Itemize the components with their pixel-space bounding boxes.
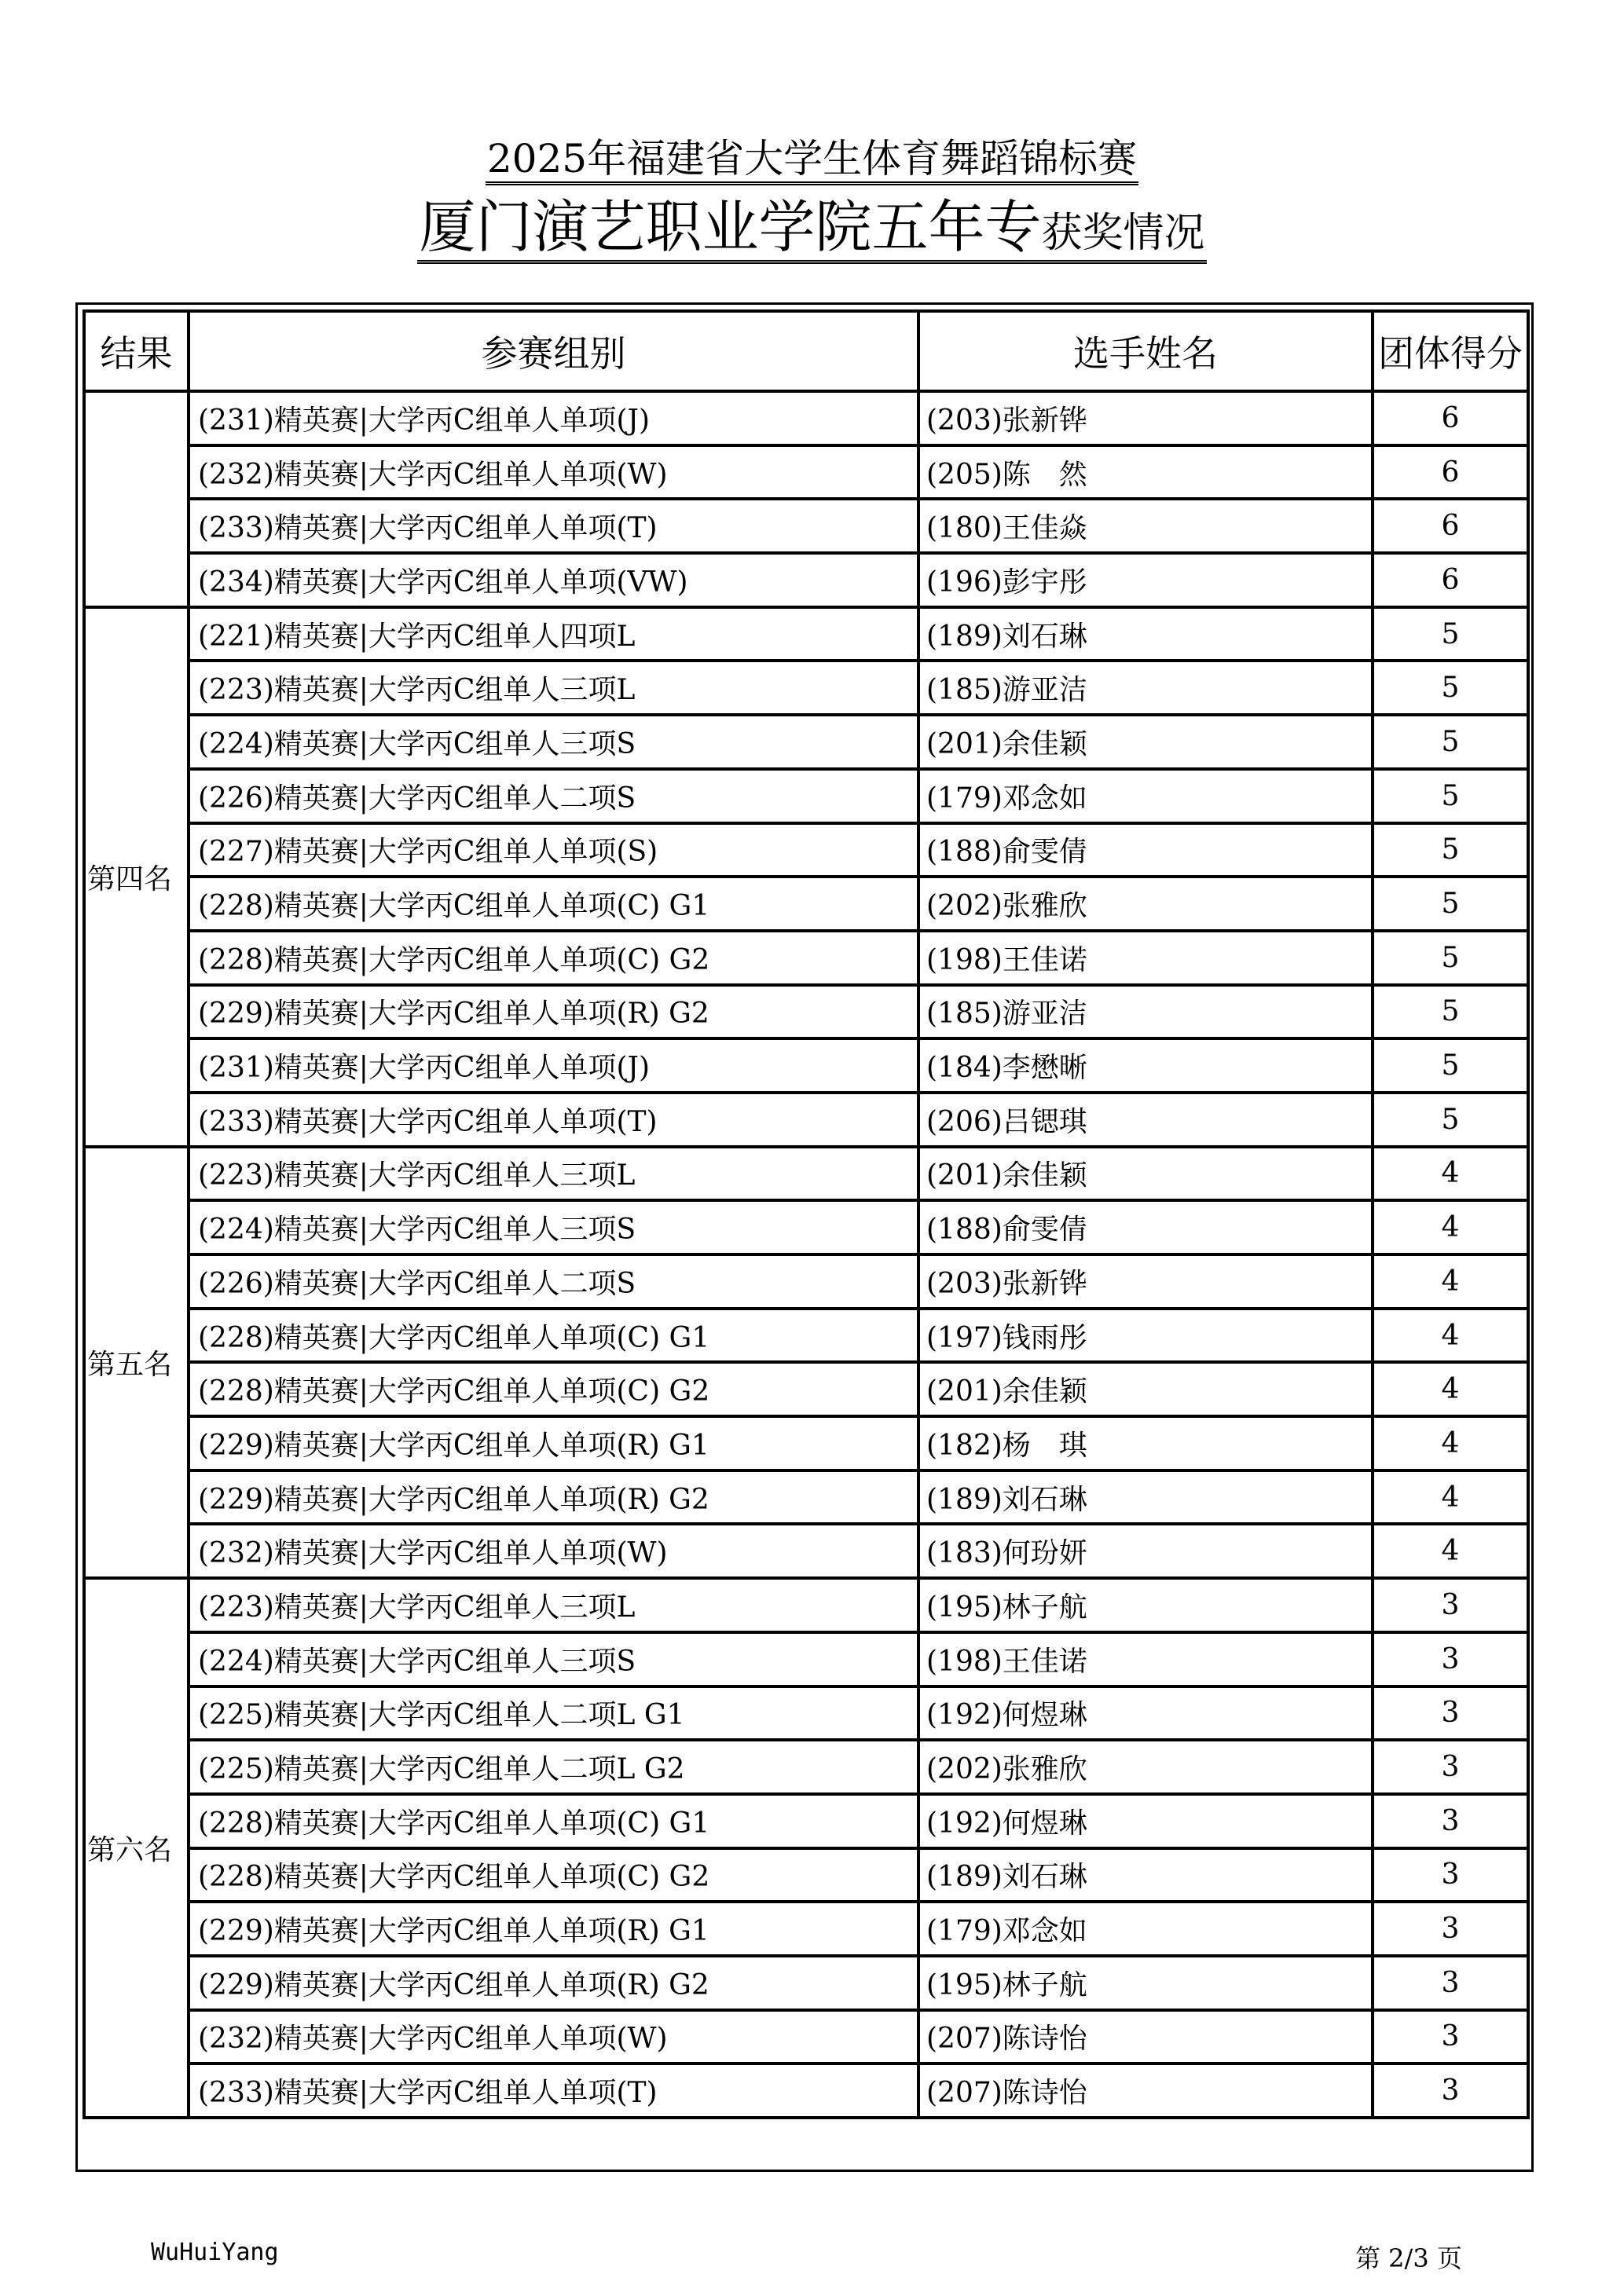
- table-row: [84, 2010, 1528, 2064]
- event-cell: (233)精英赛|大学丙C组单人单项(T): [189, 2063, 918, 2118]
- results-table-frame: [75, 302, 1534, 2172]
- athlete-cell: (192)何煜琳: [918, 1686, 1373, 1741]
- athlete-cell: (197)钱雨彤: [918, 1309, 1373, 1363]
- column-header-event: 参赛组别: [189, 311, 918, 391]
- table-row: [84, 1902, 1528, 1956]
- score-cell: 4: [1373, 1200, 1528, 1254]
- table-row: [84, 1524, 1528, 1578]
- score-cell: 6: [1373, 391, 1528, 445]
- event-cell: (231)精英赛|大学丙C组单人单项(J): [189, 391, 918, 445]
- athlete-cell: (185)游亚洁: [918, 661, 1373, 715]
- table-row: [84, 1362, 1528, 1416]
- event-cell: (229)精英赛|大学丙C组单人单项(R) G1: [189, 1416, 918, 1470]
- event-cell: (231)精英赛|大学丙C组单人单项(J): [189, 1038, 918, 1093]
- event-cell: (223)精英赛|大学丙C组单人三项L: [189, 661, 918, 715]
- table-row: [84, 1309, 1528, 1363]
- athlete-cell: (189)刘石琳: [918, 607, 1373, 661]
- footer-author: WuHuiYang: [151, 2239, 279, 2266]
- event-cell: (228)精英赛|大学丙C组单人单项(C) G2: [189, 931, 918, 985]
- athlete-cell: (198)王佳诺: [918, 931, 1373, 985]
- table-row: [84, 607, 1528, 661]
- table-row: [84, 1848, 1528, 1902]
- table-row: [84, 553, 1528, 607]
- score-cell: 3: [1373, 1686, 1528, 1741]
- column-header-score: 团体得分: [1373, 311, 1528, 391]
- table-row: [84, 1038, 1528, 1093]
- event-cell: (225)精英赛|大学丙C组单人二项L G1: [189, 1686, 918, 1741]
- athlete-cell: (189)刘石琳: [918, 1848, 1373, 1902]
- score-cell: 3: [1373, 2010, 1528, 2064]
- event-cell: (221)精英赛|大学丙C组单人四项L: [189, 607, 918, 661]
- athlete-cell: (202)张雅欣: [918, 877, 1373, 931]
- event-cell: (232)精英赛|大学丙C组单人单项(W): [189, 2010, 918, 2064]
- score-cell: 5: [1373, 769, 1528, 823]
- table-row: [84, 1794, 1528, 1848]
- table-row: [84, 931, 1528, 985]
- event-cell: (228)精英赛|大学丙C组单人单项(C) G1: [189, 877, 918, 931]
- event-cell: (228)精英赛|大学丙C组单人单项(C) G2: [189, 1848, 918, 1902]
- athlete-cell: (185)游亚洁: [918, 985, 1373, 1039]
- event-cell: (223)精英赛|大学丙C组单人三项L: [189, 1147, 918, 1201]
- event-cell: (232)精英赛|大学丙C组单人单项(W): [189, 445, 918, 500]
- athlete-cell: (205)陈 然: [918, 445, 1373, 500]
- score-cell: 4: [1373, 1309, 1528, 1363]
- subtitle-main: 厦门演艺职业学院五年专: [419, 194, 1042, 260]
- event-cell: (224)精英赛|大学丙C组单人三项S: [189, 715, 918, 769]
- athlete-cell: (192)何煜琳: [918, 1794, 1373, 1848]
- athlete-cell: (188)俞雯倩: [918, 823, 1373, 877]
- score-cell: 3: [1373, 1794, 1528, 1848]
- table-row: [84, 769, 1528, 823]
- event-cell: (226)精英赛|大学丙C组单人二项S: [189, 769, 918, 823]
- athlete-cell: (180)王佳焱: [918, 499, 1373, 553]
- table-row: [84, 1093, 1528, 1147]
- document-title: [0, 135, 1624, 182]
- score-cell: 4: [1373, 1254, 1528, 1309]
- score-cell: 6: [1373, 499, 1528, 553]
- athlete-cell: (195)林子航: [918, 1578, 1373, 1632]
- table-row: [84, 1470, 1528, 1525]
- athlete-cell: (203)张新铧: [918, 1254, 1373, 1309]
- event-cell: (226)精英赛|大学丙C组单人二项S: [189, 1254, 918, 1309]
- table-row: [84, 1416, 1528, 1470]
- event-cell: (228)精英赛|大学丙C组单人单项(C) G1: [189, 1794, 918, 1848]
- event-cell: (228)精英赛|大学丙C组单人单项(C) G1: [189, 1309, 918, 1363]
- table-body: [84, 391, 1528, 2118]
- score-cell: 4: [1373, 1362, 1528, 1416]
- event-cell: (233)精英赛|大学丙C组单人单项(T): [189, 499, 918, 553]
- score-cell: 5: [1373, 1038, 1528, 1093]
- athlete-cell: (182)杨 琪: [918, 1416, 1373, 1470]
- table-row: [84, 1578, 1528, 1632]
- athlete-cell: (206)吕锶琪: [918, 1093, 1373, 1147]
- athlete-cell: (179)邓念如: [918, 1902, 1373, 1956]
- table-row: [84, 877, 1528, 931]
- score-cell: 4: [1373, 1147, 1528, 1201]
- subtitle-suffix: 获奖情况: [1041, 210, 1205, 257]
- score-cell: 3: [1373, 1848, 1528, 1902]
- athlete-cell: (188)俞雯倩: [918, 1200, 1373, 1254]
- athlete-cell: (189)刘石琳: [918, 1470, 1373, 1525]
- table-row: [84, 2063, 1528, 2118]
- score-cell: 5: [1373, 661, 1528, 715]
- table-row: [84, 661, 1528, 715]
- event-cell: (223)精英赛|大学丙C组单人三项L: [189, 1578, 918, 1632]
- table-row: [84, 445, 1528, 500]
- score-cell: 5: [1373, 877, 1528, 931]
- table-row: [84, 1254, 1528, 1309]
- event-cell: (227)精英赛|大学丙C组单人单项(S): [189, 823, 918, 877]
- score-cell: 3: [1373, 1902, 1528, 1956]
- athlete-cell: (202)张雅欣: [918, 1740, 1373, 1794]
- score-cell: 5: [1373, 1093, 1528, 1147]
- result-rank-cell: [84, 391, 189, 607]
- table-row: [84, 391, 1528, 445]
- title-line-1: 2025年福建省大学生体育舞蹈锦标赛: [486, 136, 1138, 185]
- event-cell: (225)精英赛|大学丙C组单人二项L G2: [189, 1740, 918, 1794]
- score-cell: 3: [1373, 1632, 1528, 1686]
- event-cell: (234)精英赛|大学丙C组单人单项(VW): [189, 553, 918, 607]
- score-cell: 6: [1373, 553, 1528, 607]
- event-cell: (229)精英赛|大学丙C组单人单项(R) G2: [189, 1470, 918, 1525]
- table-row: [84, 1632, 1528, 1686]
- table-row: [84, 1686, 1528, 1741]
- column-header-athlete: 选手姓名: [918, 311, 1373, 391]
- event-cell: (232)精英赛|大学丙C组单人单项(W): [189, 1524, 918, 1578]
- athlete-cell: (198)王佳诺: [918, 1632, 1373, 1686]
- athlete-cell: (207)陈诗怡: [918, 2010, 1373, 2064]
- score-cell: 5: [1373, 985, 1528, 1039]
- score-cell: 3: [1373, 1578, 1528, 1632]
- athlete-cell: (195)林子航: [918, 1956, 1373, 2010]
- score-cell: 5: [1373, 607, 1528, 661]
- table-row: [84, 1147, 1528, 1201]
- table-row: [84, 1956, 1528, 2010]
- table-row: [84, 499, 1528, 553]
- score-cell: 3: [1373, 1956, 1528, 2010]
- score-cell: 5: [1373, 823, 1528, 877]
- result-rank-cell: 第六名: [84, 1578, 189, 2118]
- score-cell: 4: [1373, 1524, 1528, 1578]
- athlete-cell: (201)余佳颖: [918, 1362, 1373, 1416]
- table-header-row: [84, 311, 1528, 391]
- table-row: [84, 1200, 1528, 1254]
- table-row: [84, 1740, 1528, 1794]
- event-cell: (224)精英赛|大学丙C组单人三项S: [189, 1200, 918, 1254]
- score-cell: 5: [1373, 931, 1528, 985]
- table-row: [84, 715, 1528, 769]
- event-cell: (229)精英赛|大学丙C组单人单项(R) G2: [189, 1956, 918, 2010]
- athlete-cell: (203)张新铧: [918, 391, 1373, 445]
- document-subtitle: [0, 193, 1624, 267]
- score-cell: 6: [1373, 445, 1528, 500]
- score-cell: 5: [1373, 715, 1528, 769]
- event-cell: (224)精英赛|大学丙C组单人三项S: [189, 1632, 918, 1686]
- athlete-cell: (183)何玢妍: [918, 1524, 1373, 1578]
- result-rank-cell: 第四名: [84, 607, 189, 1147]
- athlete-cell: (184)李懋晰: [918, 1038, 1373, 1093]
- footer-page-number: 第 2/3 页: [1355, 2243, 1462, 2273]
- score-cell: 3: [1373, 1740, 1528, 1794]
- column-header-result: 结果: [84, 311, 189, 391]
- athlete-cell: (201)余佳颖: [918, 715, 1373, 769]
- event-cell: (233)精英赛|大学丙C组单人单项(T): [189, 1093, 918, 1147]
- result-rank-cell: 第五名: [84, 1147, 189, 1579]
- event-cell: (229)精英赛|大学丙C组单人单项(R) G2: [189, 985, 918, 1039]
- event-cell: (229)精英赛|大学丙C组单人单项(R) G1: [189, 1902, 918, 1956]
- score-cell: 4: [1373, 1470, 1528, 1525]
- athlete-cell: (196)彭宇彤: [918, 553, 1373, 607]
- table-row: [84, 823, 1528, 877]
- subtitle-wrap: [417, 194, 1206, 264]
- results-table: [82, 309, 1530, 2119]
- score-cell: 4: [1373, 1416, 1528, 1470]
- table-row: [84, 985, 1528, 1039]
- athlete-cell: (179)邓念如: [918, 769, 1373, 823]
- score-cell: 3: [1373, 2063, 1528, 2118]
- athlete-cell: (207)陈诗怡: [918, 2063, 1373, 2118]
- athlete-cell: (201)余佳颖: [918, 1147, 1373, 1201]
- event-cell: (228)精英赛|大学丙C组单人单项(C) G2: [189, 1362, 918, 1416]
